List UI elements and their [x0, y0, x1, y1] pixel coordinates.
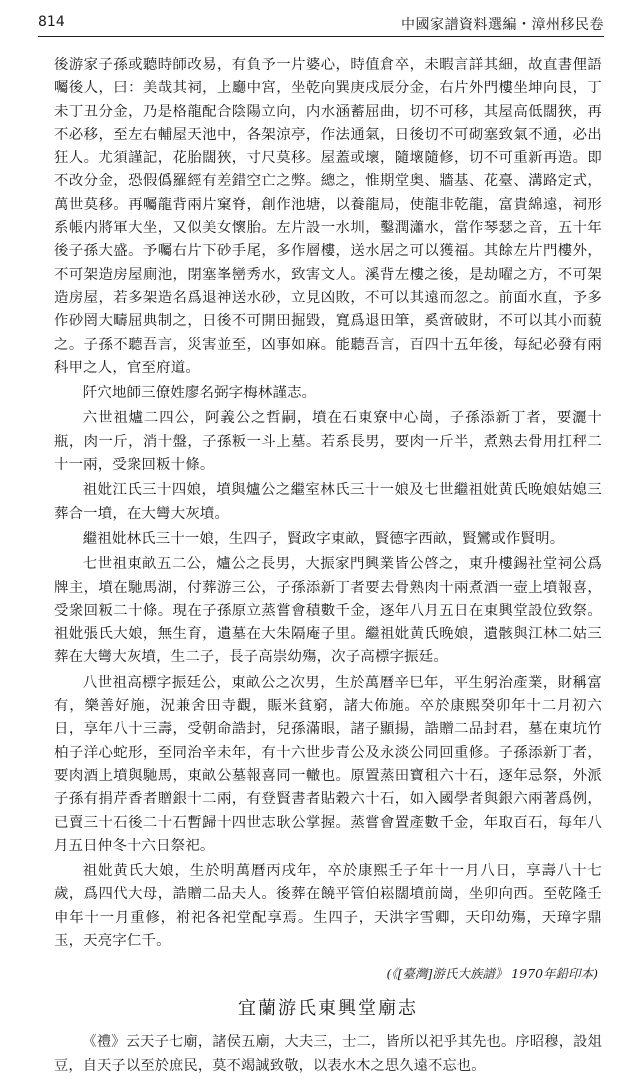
- paragraph: 繼祖妣林氏三十一娘，生四子，賢政字東畝，賢德字西畝，賢鸞或作賢明。: [82, 530, 565, 547]
- paragraph: 祖妣黄氏大娘，生於明萬曆丙戌年，卒於康熙壬子年十一月八日，享壽八十七歲，爲四代大母，誥贈二品夫人。後葬在饒平管伯崧闊墳前崗，坐卯向西。至乾隆壬申年十一月重修，祔祀各祀堂配享焉。生四子，天洪字雪卿，天印幼殤，天璋字鼎玉，天亮字仁千。: [54, 863, 602, 949]
- paragraph: 六世祖爐二四公，阿義公之哲嗣，墳在石東寮中心崗，子孫添新丁者，要灑十瓶，肉一斤，消十盤，子孫粄一斗上墓。若系長男，要肉一斤半，煮熟去骨用扛秤二十一兩，受衆回粄十條。: [54, 410, 602, 474]
- paragraph-continuation: 後游家子孫或聽時師改易，有負予一片婆心，時值倉卒，未暇言詳其細，故直書俚語囑後人，曰：美哉其祠，上廳中宮，坐乾向巽庚戌辰分金，右片外門樓坐坤向艮，丁未丁丑分金，乃是格龍配合陰陽立向，内水涵蓄屈曲，切不可移，其屋高低闊狹，再不必移，至左右輔屋天池中，各架涼亭，作法通氣，日後切不可砌塞致氣不通，必出狂人。尤須謹記，花胎闊狹，寸尺莫移。屋蓋或壞，隨壞隨修，切不可重新再造。即不改分金，恐假僞羅經有差錯空亡之弊。總之，惟期堂奥、牆基、花臺、溝路定式，萬世莫移。再囑龍背兩片窠脊，創作池塘，以養龍局，使龍非乾龍，富貴綿遠，祠形系帳内將軍大坐，又似美女懷胎。左片設一水圳，鑿潤瀟水，當作琴瑟之音，五十年後子孫大盛。予囑右片下砂手尾，多作層樓，送水居之可以獲福。其餘左片門樓外，不可架造房屋廁池，閉塞峯巒秀水，致害文人。溪背左樓之後，是劫曜之方，不可架造房屋，若多架造名爲退神送水砂，立見凶敗，不可以其遠而忽之。前面水直，予多作砂罔大疇屈典制之，日後不可開田掘毀，寬爲退田筆，奚啻破財，不可以其小而藐之。子孫不聽吾言，災害並至，凶事如麻。能聽吾言，百四十五年後，每紀必發有兩科甲之人，官至府道。: [54, 57, 602, 376]
- running-title: 中國家譜資料選編・漳州移民卷: [401, 17, 604, 33]
- paragraph: 八世祖高標字振廷公，東畝公之次男，生於萬曆辛巳年，平生躬治產業，財稱富有，樂善好施，況兼舍田寺觀，賑米貧窮，諸大佈施。卒於康熙癸卯年十二月初六日，享年八十三壽，受朝命誥封，兒孫滿眼，諸子顯揚，誥贈二品封君，墓在東坑竹柏子洋心蛇形，至同治辛未年，有十六世步青公及永淡公同回重修。子孫添新丁者，要肉酒上墳與馳馬，東畝公墓報喜同一轍也。原置蒸田寶租六十石，逐年忌祭，外派子孫有捐芹香者贈銀十二兩，有登賢書者貼穀六十石，如入國學者與銀六兩著爲例，已賣三十石後二十石暫歸十四世志耿公掌握。蒸嘗會置產數千金，年取百石，每年八月五日仲冬十六日祭祀。: [54, 674, 602, 854]
- paragraph: 七世祖東畝五二公，爐公之長男，大振家門興業皆公啓之，東升樓錫社堂祠公爲牌主，墳在馳馬湖，付葬游三公，子孫添新丁者要去骨熟肉十兩煮酒一壺上墳報喜，受衆回粄二十條。現在子孫原立蒸嘗會積數千金，逐年八月五日在東興堂設位致祭。祖妣張氏大娘，無生育，遺墓在大朱隔庵子里。繼祖妣黄氏晚娘，遺骸與江林二姑三葬在大彎大灰墳，生二子，長子高崇幼殤，次子高標字振廷。: [54, 556, 602, 666]
- page-body: [54, 54, 602, 1080]
- paragraph: 《禮》云天子七廟，諸侯五廟，大夫三，士二，皆所以祀乎其先也。序昭穆，設俎豆，自天子以至於庶民，莫不竭誠致敬，以表水木之思久遠不忘也。: [54, 1034, 602, 1074]
- paragraph: 祖妣江氏三十四娘，墳與爐公之繼室林氏三十一娘及七世繼祖妣黄氏晚娘姑媳三葬合一墳，在大彎大灰墳。: [54, 482, 602, 522]
- source-citation: (《[臺灣]游氏大族譜》 1970年鉛印本): [386, 966, 598, 982]
- page-number: 814: [38, 14, 65, 30]
- paragraph: 阡穴地師三僚姓廖名弼字梅林謹志。: [82, 385, 317, 402]
- section-title: 宜蘭游氏東興堂廟志: [238, 998, 418, 1020]
- page-header: [38, 10, 604, 37]
